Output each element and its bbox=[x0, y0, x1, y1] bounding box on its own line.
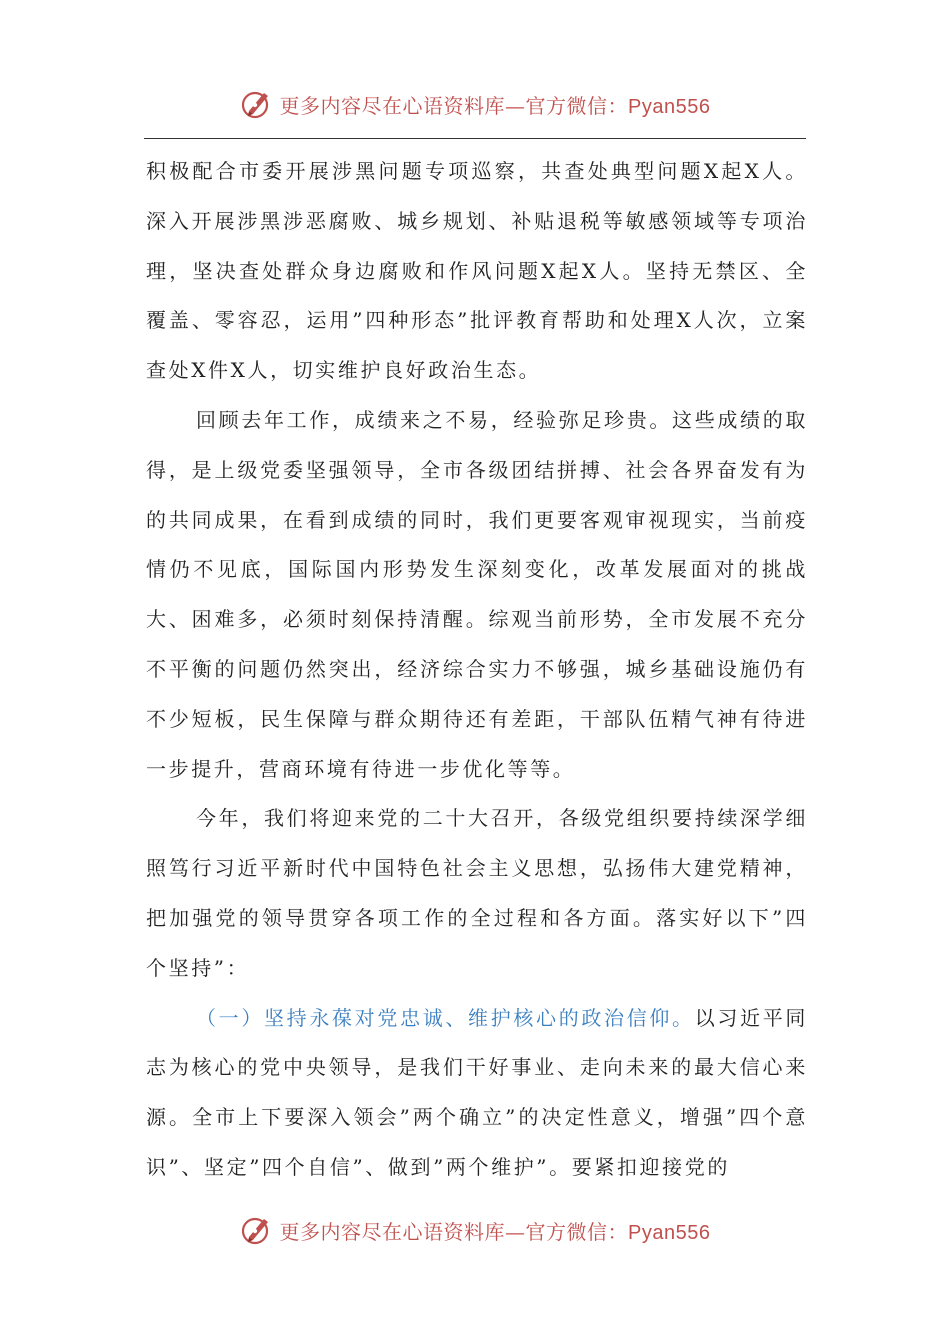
pen-circle-logo-icon bbox=[240, 1213, 274, 1247]
paragraph-1: 积极配合市委开展涉黑问题专项巡察，共查处典型问题X起X人。深入开展涉黑涉恶腐败、城乡规划、补贴退税等敏感领域等专项治理，坚决查处群众身边腐败和作风问题X起X人。坚持无禁区、全覆盖、零容忍，运用”四种形态”批评教育帮助和处理X人次，立案查处X件X人，切实维护良好政治生态。 bbox=[146, 159, 808, 383]
paragraph-4 bbox=[146, 994, 808, 1193]
header-banner-wechat-id: Pyan556 bbox=[628, 95, 711, 118]
document-body bbox=[146, 147, 808, 1193]
header-divider bbox=[144, 138, 806, 139]
section-heading-1: （一）坚持永葆对党忠诚、维护核心的政治信仰。 bbox=[196, 1005, 695, 1030]
paragraph-2: 回顾去年工作，成绩来之不易，经验弥足珍贵。这些成绩的取得，是上级党委坚强领导，全市各级团结拼搏、社会各界奋发有为的共同成果，在看到成绩的同时，我们更要客观审视现实，当前疫情仍不见底，国际国内形势发生深刻变化，改革发展面对的挑战大、困难多，必须时刻保持清醒。综观当前形势，全市发展不充分不平衡的问题仍然突出，经济综合实力不够强，城乡基础设施仍有不少短板，民生保障与群众期待还有差距，干部队伍精气神有待进一步提升，营商环境有待进一步优化等等。 bbox=[146, 407, 808, 781]
footer-banner bbox=[0, 1210, 950, 1250]
footer-banner-wechat-id: Pyan556 bbox=[628, 1221, 711, 1244]
paragraph-3: 今年，我们将迎来党的二十大召开，各级党组织要持续深学细照笃行习近平新时代中国特色社会主义思想，弘扬伟大建党精神，把加强党的领导贯穿各项工作的全过程和各方面。落实好以下”四个坚持”： bbox=[146, 806, 808, 980]
footer-banner-text bbox=[280, 1216, 711, 1245]
footer-banner-cn: 更多内容尽在心语资料库—官方微信： bbox=[279, 1219, 629, 1244]
header-banner-text bbox=[280, 90, 711, 119]
pen-circle-logo-icon bbox=[240, 87, 274, 121]
header-banner-cn: 更多内容尽在心语资料库—官方微信： bbox=[279, 93, 629, 118]
header-banner bbox=[0, 84, 950, 124]
paragraph-4-text: 以习近平同志为核心的党中央领导，是我们干好事业、走向未来的最大信心来源。全市上下要深入领会”两个确立”的决定性意义，增强”四个意识”、坚定”四个自信”、做到”两个维护”。要紧扣迎接党的 bbox=[146, 1005, 809, 1179]
